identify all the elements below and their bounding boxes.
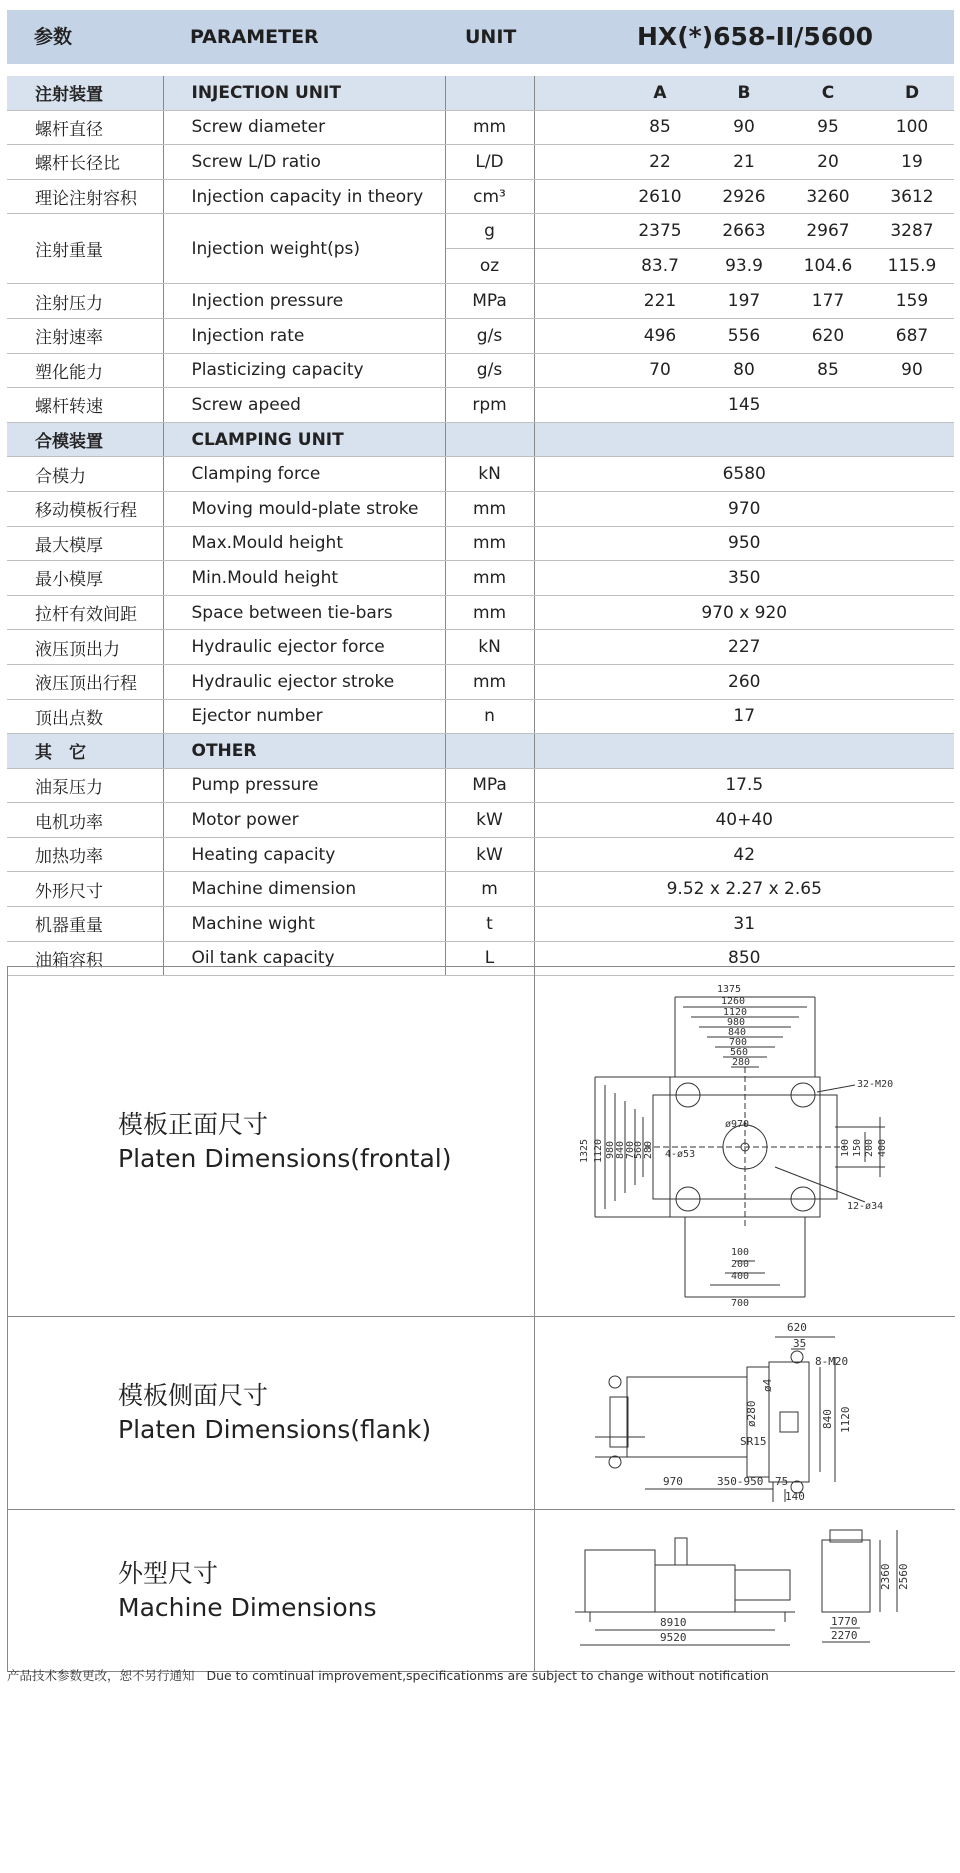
col-b: B <box>702 76 786 110</box>
section-title-zh: 合模装置 <box>7 422 163 457</box>
dim-1120: 1120 <box>723 1007 748 1018</box>
dim-r200: 200 <box>864 1138 875 1157</box>
row-label-zh: 顶出点数 <box>7 699 163 734</box>
row-label-en: Pump pressure <box>163 768 445 803</box>
dim-980: 980 <box>727 1017 746 1028</box>
dim-700: 700 <box>729 1037 748 1048</box>
row-label-zh: 油泵压力 <box>7 768 163 803</box>
dim-1260: 1260 <box>721 996 746 1007</box>
row-unit: MPa <box>445 284 534 319</box>
section-other <box>7 734 954 769</box>
table-row <box>7 179 954 214</box>
table-row <box>7 768 954 803</box>
row-unit: mm <box>445 491 534 526</box>
row-value: 350 <box>534 561 954 596</box>
row-value: 17 <box>534 699 954 734</box>
row-value: 100 <box>870 110 954 145</box>
dim-phi280: ø280 <box>745 1400 758 1427</box>
frontal-drawing-cell <box>535 967 955 1317</box>
row-unit-oz: oz <box>446 248 534 283</box>
dim-840: 840 <box>821 1409 834 1429</box>
dim-r400: 400 <box>877 1138 888 1157</box>
row-label-en: Max.Mould height <box>163 526 445 561</box>
row-value: 6580 <box>534 457 954 492</box>
dim-l980: 980 <box>605 1140 616 1159</box>
row-unit: n <box>445 699 534 734</box>
footer-en: Due to comtinual improvement,specificationms are subject to change without notification <box>206 1668 769 1683</box>
row-value: 687 <box>870 318 954 353</box>
row-label-en: Heating capacity <box>163 837 445 872</box>
table-row <box>7 561 954 596</box>
section-title-zh: 注射装置 <box>7 76 163 110</box>
row-unit: mm <box>445 664 534 699</box>
row-value: 80 <box>702 353 786 388</box>
dim-b400: 400 <box>731 1271 750 1282</box>
row-unit: m <box>445 872 534 907</box>
row-value: 40+40 <box>534 803 954 838</box>
dim-620: 620 <box>787 1321 807 1334</box>
frontal-label <box>8 967 535 1317</box>
col-c: C <box>786 76 870 110</box>
row-value: 2663 <box>722 221 766 242</box>
row-label-zh: 拉杆有效间距 <box>7 595 163 630</box>
dim-970: 970 <box>663 1475 683 1488</box>
row-unit: kW <box>445 837 534 872</box>
row-value: 556 <box>702 318 786 353</box>
dim-l700: 700 <box>625 1140 636 1159</box>
footer-note <box>7 1666 769 1684</box>
row-value: 115.9 <box>870 248 954 283</box>
row-unit: g/s <box>445 318 534 353</box>
dim-1325: 1325 <box>579 1138 590 1163</box>
footer-zh: 产品技术参数更改，恕不另行通知 <box>7 1668 195 1683</box>
row-label-zh: 液压顶出力 <box>7 630 163 665</box>
dim-phi4: ø4 <box>761 1378 774 1392</box>
row-value: 104.6 <box>786 248 870 283</box>
row-label-en: Injection pressure <box>163 284 445 319</box>
flank-label-en: Platen Dimensions(flank) <box>118 1415 432 1444</box>
row-value: 21 <box>702 145 786 180</box>
row-label-en: Machine wight <box>163 907 445 942</box>
row-value: 90 <box>702 110 786 145</box>
row-value: 90 <box>870 353 954 388</box>
machine-drawing-cell <box>535 1510 955 1672</box>
section-title-zh: 其 它 <box>7 734 163 769</box>
machine-label <box>8 1510 535 1672</box>
row-label-en: Moving mould-plate stroke <box>163 491 445 526</box>
table-row <box>7 803 954 838</box>
row-unit: t <box>445 907 534 942</box>
dim-1375: 1375 <box>717 984 742 995</box>
row-label-en: Screw apeed <box>163 388 445 423</box>
frontal-label-zh: 模板正面尺寸 <box>118 1109 269 1139</box>
table-row <box>7 388 954 423</box>
row-label-zh: 加热功率 <box>7 837 163 872</box>
dim-350-950: 350-950 <box>717 1475 764 1488</box>
dim-8m20: 8-M20 <box>815 1355 849 1368</box>
row-value: 159 <box>870 284 954 319</box>
row-value: 260 <box>534 664 954 699</box>
row-value: 2926 <box>702 179 786 214</box>
row-label-zh: 注射压力 <box>7 284 163 319</box>
row-label-zh: 油箱容积 <box>7 941 163 976</box>
drawings-table <box>7 966 955 1672</box>
dim-9520: 9520 <box>660 1631 687 1644</box>
dim-140: 140 <box>785 1490 805 1503</box>
row-unit: kN <box>445 457 534 492</box>
table-row <box>7 699 954 734</box>
table-row-weight <box>7 214 954 284</box>
col-d: D <box>870 76 954 110</box>
row-value: 19 <box>870 145 954 180</box>
row-label-zh: 螺杆转速 <box>7 388 163 423</box>
row-value: 9.52 x 2.27 x 2.65 <box>534 872 954 907</box>
row-value: 85 <box>786 353 870 388</box>
row-unit: L/D <box>445 145 534 180</box>
table-row <box>7 907 954 942</box>
row-label-en: Min.Mould height <box>163 561 445 596</box>
row-label-zh: 注射重量 <box>7 214 163 284</box>
row-value: 2375 <box>638 221 682 242</box>
header-col-unit: UNIT <box>465 26 517 48</box>
dim-280: 280 <box>732 1057 751 1068</box>
flank-label-zh: 模板侧面尺寸 <box>118 1381 269 1410</box>
row-unit: L <box>445 941 534 976</box>
row-label-en: Screw diameter <box>163 110 445 145</box>
dim-2360: 2360 <box>879 1563 892 1590</box>
row-unit: mm <box>445 110 534 145</box>
row-unit: kN <box>445 630 534 665</box>
row-value: 221 <box>618 284 702 319</box>
row-label-en: Plasticizing capacity <box>163 353 445 388</box>
row-label-en: Hydraulic ejector force <box>163 630 445 665</box>
other-rows <box>7 768 954 976</box>
dim-b200: 200 <box>731 1259 750 1270</box>
row-label-en: Space between tie-bars <box>163 595 445 630</box>
table-row <box>7 630 954 665</box>
row-label-en: Oil tank capacity <box>163 941 445 976</box>
dim-l280: 280 <box>643 1140 654 1159</box>
dim-tapped: 32-M20 <box>857 1079 894 1090</box>
row-value: 17.5 <box>534 768 954 803</box>
row-value: 85 <box>618 110 702 145</box>
dim-r100: 100 <box>840 1138 851 1157</box>
section-title-en: CLAMPING UNIT <box>163 422 445 457</box>
row-value: 31 <box>534 907 954 942</box>
row-value: 145 <box>534 388 954 423</box>
dim-560: 560 <box>730 1047 749 1058</box>
row-label-zh: 合模力 <box>7 457 163 492</box>
table-row <box>7 145 954 180</box>
dim-2270: 2270 <box>831 1629 858 1642</box>
row-value: 227 <box>534 630 954 665</box>
dim-b700: 700 <box>731 1298 750 1309</box>
section-title-en: OTHER <box>163 734 445 769</box>
row-unit: kW <box>445 803 534 838</box>
row-value: 3612 <box>870 179 954 214</box>
dim-1120: 1120 <box>839 1406 852 1433</box>
spec-table <box>7 76 954 976</box>
row-value: 95 <box>786 110 870 145</box>
flank-drawing-cell <box>535 1317 955 1510</box>
row-value: 496 <box>618 318 702 353</box>
row-label-en: Injection capacity in theory <box>163 179 445 214</box>
row-value: 22 <box>618 145 702 180</box>
dim-r150: 150 <box>852 1138 863 1157</box>
section-clamping <box>7 422 954 457</box>
row-value: 20 <box>786 145 870 180</box>
row-label-zh: 移动模板行程 <box>7 491 163 526</box>
row-value: 3260 <box>786 179 870 214</box>
machine-label-en: Machine Dimensions <box>118 1592 377 1622</box>
table-row <box>7 595 954 630</box>
header-col-zh: 参数 <box>34 26 73 48</box>
flank-label <box>8 1317 535 1510</box>
dim-sr15: SR15 <box>740 1435 767 1448</box>
row-value: 850 <box>534 941 954 976</box>
row-unit: rpm <box>445 388 534 423</box>
table-row <box>7 837 954 872</box>
platen-flank-drawing <box>535 1317 955 1505</box>
row-label-zh: 最大模厚 <box>7 526 163 561</box>
frontal-label-en: Platen Dimensions(frontal) <box>118 1143 452 1173</box>
dim-center: ø970 <box>725 1119 750 1130</box>
row-label-en: Injection weight(ps) <box>163 214 445 284</box>
dim-holes: 4-ø53 <box>665 1149 696 1160</box>
row-value: 970 x 920 <box>534 595 954 630</box>
row-unit: mm <box>445 561 534 596</box>
table-row <box>7 664 954 699</box>
table-row <box>7 353 954 388</box>
row-unit: mm <box>445 595 534 630</box>
row-value: 93.9 <box>702 248 786 283</box>
header-bar <box>7 10 954 64</box>
table-row <box>7 526 954 561</box>
row-label-zh: 机器重量 <box>7 907 163 942</box>
table-row <box>7 110 954 145</box>
row-unit: MPa <box>445 768 534 803</box>
row-label-en: Clamping force <box>163 457 445 492</box>
dim-8910: 8910 <box>660 1616 687 1629</box>
row-unit: g/s <box>445 353 534 388</box>
row-unit: mm <box>445 526 534 561</box>
dim-l1120: 1120 <box>593 1138 604 1163</box>
row-value: 950 <box>534 526 954 561</box>
row-unit-g: g <box>484 221 495 242</box>
row-label-en: Machine dimension <box>163 872 445 907</box>
machine-drawing <box>535 1510 955 1667</box>
row-label-zh: 最小模厚 <box>7 561 163 596</box>
row-label-zh: 理论注射容积 <box>7 179 163 214</box>
row-label-en: Ejector number <box>163 699 445 734</box>
row-label-en: Hydraulic ejector stroke <box>163 664 445 699</box>
section-title-en: INJECTION UNIT <box>163 76 445 110</box>
row-label-en: Injection rate <box>163 318 445 353</box>
dim-840: 840 <box>728 1027 747 1038</box>
row-value: 2610 <box>618 179 702 214</box>
machine-label-zh: 外型尺寸 <box>118 1558 219 1588</box>
header-model: HX(*)658-II/5600 <box>637 22 873 51</box>
section-injection <box>7 76 954 110</box>
table-row <box>7 872 954 907</box>
row-value: 197 <box>702 284 786 319</box>
row-label-zh: 螺杆直径 <box>7 110 163 145</box>
row-value: 970 <box>534 491 954 526</box>
row-label-zh: 电机功率 <box>7 803 163 838</box>
platen-frontal-drawing <box>535 967 955 1312</box>
clamping-rows <box>7 457 954 734</box>
dim-2560: 2560 <box>897 1563 910 1590</box>
table-row <box>7 284 954 319</box>
row-label-zh: 外形尺寸 <box>7 872 163 907</box>
col-a: A <box>618 76 702 110</box>
row-label-zh: 塑化能力 <box>7 353 163 388</box>
dim-ejector: 12-ø34 <box>847 1201 884 1212</box>
row-label-en: Motor power <box>163 803 445 838</box>
row-value: 2967 <box>806 221 850 242</box>
table-row <box>7 491 954 526</box>
row-label-zh: 注射速率 <box>7 318 163 353</box>
dim-1770: 1770 <box>831 1615 858 1628</box>
row-value: 177 <box>786 284 870 319</box>
row-label-zh: 螺杆长径比 <box>7 145 163 180</box>
row-unit: cm³ <box>445 179 534 214</box>
dim-l840: 840 <box>615 1140 626 1159</box>
row-value: 83.7 <box>618 248 702 283</box>
dim-b100: 100 <box>731 1247 750 1258</box>
row-value: 42 <box>534 837 954 872</box>
dim-35: 35 <box>793 1337 807 1350</box>
row-label-en: Screw L/D ratio <box>163 145 445 180</box>
dim-75: 75 <box>775 1475 789 1488</box>
row-label-zh: 液压顶出行程 <box>7 664 163 699</box>
table-row <box>7 457 954 492</box>
dim-l560: 560 <box>633 1140 644 1159</box>
row-value: 620 <box>786 318 870 353</box>
row-value: 70 <box>618 353 702 388</box>
table-row <box>7 318 954 353</box>
row-value: 3287 <box>890 221 934 242</box>
header-col-parameter: PARAMETER <box>190 26 319 48</box>
